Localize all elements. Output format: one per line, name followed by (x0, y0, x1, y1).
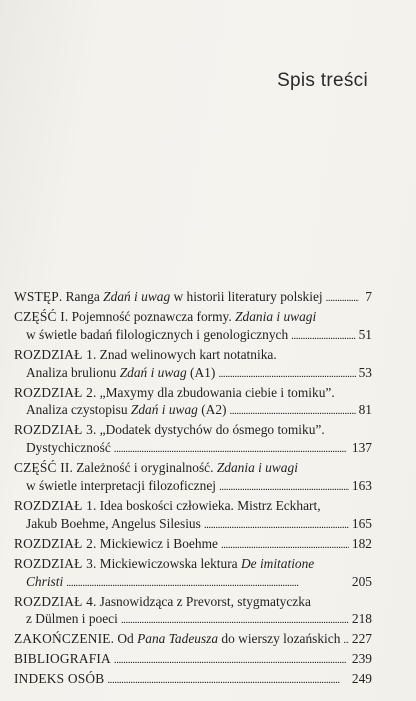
dot-leader (291, 326, 355, 346)
toc-line (14, 401, 372, 421)
toc-entry (14, 593, 372, 631)
dot-leader (229, 401, 355, 421)
toc-text-part: Analiza brulionu (26, 364, 120, 380)
toc-text-part: Analiza czystopisu (26, 402, 131, 418)
toc-text-part: . Pojemność poznawcza formy. (64, 308, 236, 324)
toc-entry (14, 555, 372, 593)
toc-line (14, 573, 372, 593)
dot-leader (219, 477, 349, 497)
toc-line (14, 346, 372, 364)
toc-page-number: 81 (358, 402, 372, 418)
toc-entry (14, 650, 372, 670)
toc-text-part: w historii literatury polskiej (170, 289, 323, 304)
toc-line (14, 308, 372, 326)
toc-entry-text (14, 650, 111, 668)
toc-page-number: 218 (351, 611, 372, 627)
dot-leader (218, 364, 355, 384)
toc-text-part: Dystychiczność (26, 440, 111, 456)
toc-text-part: . Idea boskości człowieka. Mistrz Eckhart, (92, 497, 321, 513)
toc-text-part: . „Maxymy dla zbudowania ciebie i tomiku”. (92, 384, 335, 400)
toc-line (14, 497, 372, 515)
table-of-contents (14, 288, 372, 690)
toc-italic-title: Zdań i uwag (130, 402, 198, 418)
toc-line (14, 364, 372, 384)
dot-leader (221, 535, 349, 555)
toc-text-part: (A1) (186, 364, 216, 380)
toc-italic-title: Zdania i uwagi (235, 308, 317, 324)
dot-leader (66, 573, 349, 593)
toc-page-number: 7 (365, 289, 372, 304)
dot-leader (114, 439, 349, 459)
toc-text-part: . „Dodatek dystychów do ósmego tomiku”. (92, 422, 325, 438)
toc-entry-text (26, 364, 215, 382)
toc-page-number: 239 (351, 651, 372, 667)
toc-page-number: 163 (351, 478, 372, 494)
toc-line (14, 593, 372, 611)
toc-page-number: 53 (358, 364, 372, 380)
dot-leader (121, 610, 349, 630)
toc-heading-label: CZĘŚĆ I (14, 308, 65, 324)
toc-italic-title: Zdania i uwagi (216, 460, 298, 476)
toc-entry-text (26, 439, 111, 457)
toc-text-part: . Jasnowidząca z Prevorst, stygmatyczka (92, 593, 311, 609)
toc-entry (14, 459, 372, 497)
toc-entry-text (14, 555, 314, 573)
toc-heading-label: INDEKS OSÓB (14, 671, 105, 687)
toc-page-number: 182 (351, 535, 372, 551)
toc-text-part: z Dülmen i poeci (26, 611, 118, 627)
toc-heading-label: BIBLIOGRAFIA (14, 651, 111, 667)
toc-text-part: . Mickiewicz i Boehme (92, 535, 218, 551)
toc-line (14, 439, 372, 459)
toc-italic-title: Zdań i uwag (103, 289, 171, 304)
toc-italic-title: Pana Tadeusza (137, 631, 219, 647)
toc-entry-text (14, 308, 316, 326)
toc-text-part: . Ranga (58, 289, 104, 304)
toc-entry (14, 346, 372, 384)
toc-italic-title: Zdań i uwag (119, 364, 187, 380)
dot-leader (326, 288, 359, 308)
toc-entry-text (26, 401, 226, 419)
toc-entry-text (14, 421, 325, 439)
toc-entry-text (26, 573, 63, 591)
toc-heading-label: ROZDZIAŁ 4 (14, 593, 93, 609)
toc-line (14, 288, 372, 308)
toc-entry-text (14, 593, 311, 611)
toc-text-part: (A2) (197, 402, 227, 418)
toc-line (14, 459, 372, 477)
toc-line (14, 555, 372, 573)
toc-heading-label: ROZDZIAŁ 3 (14, 422, 93, 438)
toc-line (14, 535, 372, 555)
toc-entry-text (14, 630, 340, 648)
toc-line (14, 670, 372, 690)
toc-entry-text (14, 346, 277, 364)
toc-page-number: 137 (351, 440, 372, 456)
toc-text-part: . Znad welinowych kart notatnika. (92, 346, 277, 362)
toc-line (14, 421, 372, 439)
toc-text-part: do wierszy lozańskich (218, 631, 341, 647)
toc-entry-text (14, 535, 218, 553)
toc-entry-text (26, 326, 288, 344)
toc-text-part: . Mickiewiczowska lektura (92, 555, 241, 571)
toc-line (14, 326, 372, 346)
toc-entry-text (26, 477, 216, 495)
toc-text-part: w świetle badań filologicznych i genologicznych (26, 326, 289, 342)
toc-heading-label: ROZDZIAŁ 1 (14, 497, 93, 513)
toc-heading-label: ROZDZIAŁ 2 (14, 535, 93, 551)
toc-entry-text (14, 670, 104, 688)
dot-leader (204, 515, 349, 535)
dot-leader (114, 650, 349, 670)
dot-leader (107, 670, 349, 690)
toc-line (14, 630, 372, 650)
toc-text-part: Jakub Boehme, Angelus Silesius (26, 515, 201, 531)
toc-page-number: 165 (351, 515, 372, 531)
dot-leader (343, 630, 348, 650)
toc-entry (14, 384, 372, 422)
toc-entry (14, 308, 372, 346)
toc-heading-label: ZAKOŃCZENIE (14, 631, 111, 647)
toc-page-number: 249 (351, 671, 372, 687)
toc-entry (14, 535, 372, 555)
toc-line (14, 650, 372, 670)
toc-line (14, 610, 372, 630)
toc-entry-text (14, 288, 323, 306)
toc-heading-label: WSTĘP (14, 289, 59, 304)
toc-text-part: . Od (110, 631, 138, 647)
toc-text-part: w świetle interpretacji filozoficznej (26, 478, 216, 494)
toc-entry (14, 497, 372, 535)
toc-line (14, 384, 372, 402)
toc-heading-label: ROZDZIAŁ 3 (14, 555, 93, 571)
toc-italic-title: Christi (26, 573, 64, 589)
toc-entry-text (26, 610, 118, 628)
toc-line (14, 477, 372, 497)
toc-entry (14, 288, 372, 308)
toc-heading-label: ROZDZIAŁ 1 (14, 346, 93, 362)
toc-line (14, 515, 372, 535)
toc-entry (14, 421, 372, 459)
toc-entry-text (14, 384, 335, 402)
toc-page-number: 51 (358, 326, 372, 342)
toc-heading-label: ROZDZIAŁ 2 (14, 384, 93, 400)
toc-page-number: 227 (351, 631, 372, 647)
toc-entry-text (14, 497, 321, 515)
page-title: Spis treści (277, 70, 368, 91)
toc-entry-text (26, 515, 201, 533)
toc-entry (14, 670, 372, 690)
toc-text-part: . Zależność i oryginalność. (69, 460, 217, 476)
toc-italic-title: De imitatione (240, 555, 315, 571)
toc-heading-label: CZĘŚĆ II (14, 460, 70, 476)
toc-entry (14, 630, 372, 650)
toc-entry-text (14, 459, 298, 477)
toc-page-number: 205 (351, 573, 372, 589)
